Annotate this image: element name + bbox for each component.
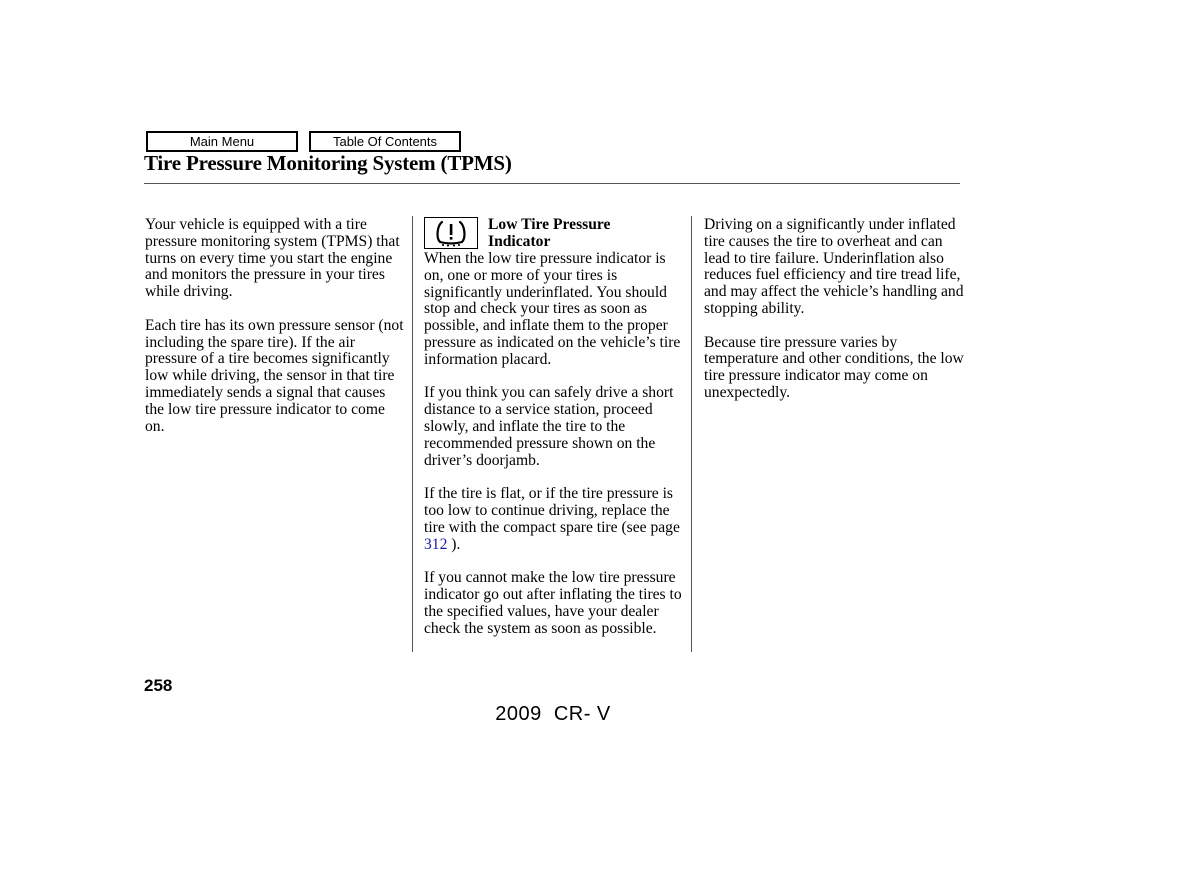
column-1 [145, 217, 407, 452]
paragraph-text-end: ). [447, 535, 461, 553]
paragraph: When the low tire pressure indicator is on, one or more of your tires is significantly underinflated. You should stop and check your tires as soon as possible, and inflate them to the proper pressure as indicated on the vehicle’s tire information placard. [424, 250, 681, 368]
paragraph: Because tire pressure varies by temperature and other conditions, the low tire pressure indicator may come on unexpectedly. [704, 333, 964, 401]
page-title: Tire Pressure Monitoring System (TPMS) [144, 151, 512, 175]
paragraph: If you cannot make the low tire pressure indicator go out after inflating the tires to the specified values, have your dealer check the system as soon as possible. [424, 569, 682, 637]
paragraph-text: If the tire is flat, or if the tire pressure is too low to continue driving, replace the tire with the compact spare tire (see page [424, 485, 680, 536]
paragraph: If you think you can safely drive a short distance to a service station, proceed slowly, and inflate the tire to the recommended pressure shown on the driver’s doorjamb. [424, 384, 674, 469]
vehicle-model-footer: 2009 CR- V [495, 703, 611, 725]
page-number: 258 [144, 676, 173, 695]
column-3 [704, 217, 966, 419]
indicator-heading-block [424, 217, 686, 251]
paragraph-with-link [424, 486, 686, 553]
column-divider-right [691, 216, 692, 652]
title-divider [144, 183, 960, 184]
column-2 [424, 217, 686, 654]
column-divider-left [412, 216, 413, 652]
main-menu-button[interactable]: Main Menu [146, 131, 298, 152]
paragraph: Each tire has its own pressure sensor (not including the spare tire). If the air pressure of a tire becomes significantly low while driving, the sensor in that tire immediately sends a signal that causes the low tire pressure indicator to come on. [145, 316, 404, 435]
page-312-link[interactable]: 312 [424, 535, 448, 553]
tpms-warning-icon [424, 217, 478, 249]
paragraph: Your vehicle is equipped with a tire pressure monitoring system (TPMS) that turns on every time you start the engine and monitors the pressure in your tires while driving. [145, 216, 400, 301]
table-of-contents-button[interactable]: Table Of Contents [309, 131, 461, 152]
indicator-heading-line2: Indicator [488, 232, 551, 250]
paragraph: Driving on a significantly under inflated tire causes the tire to overheat and can lead to tire failure. Underinflation also reduces fuel efficiency and tire tread life, and may affect the vehicle’s handling and stopping ability. [704, 216, 964, 317]
indicator-heading-line1: Low Tire Pressure [488, 216, 611, 233]
indicator-heading [488, 217, 610, 251]
